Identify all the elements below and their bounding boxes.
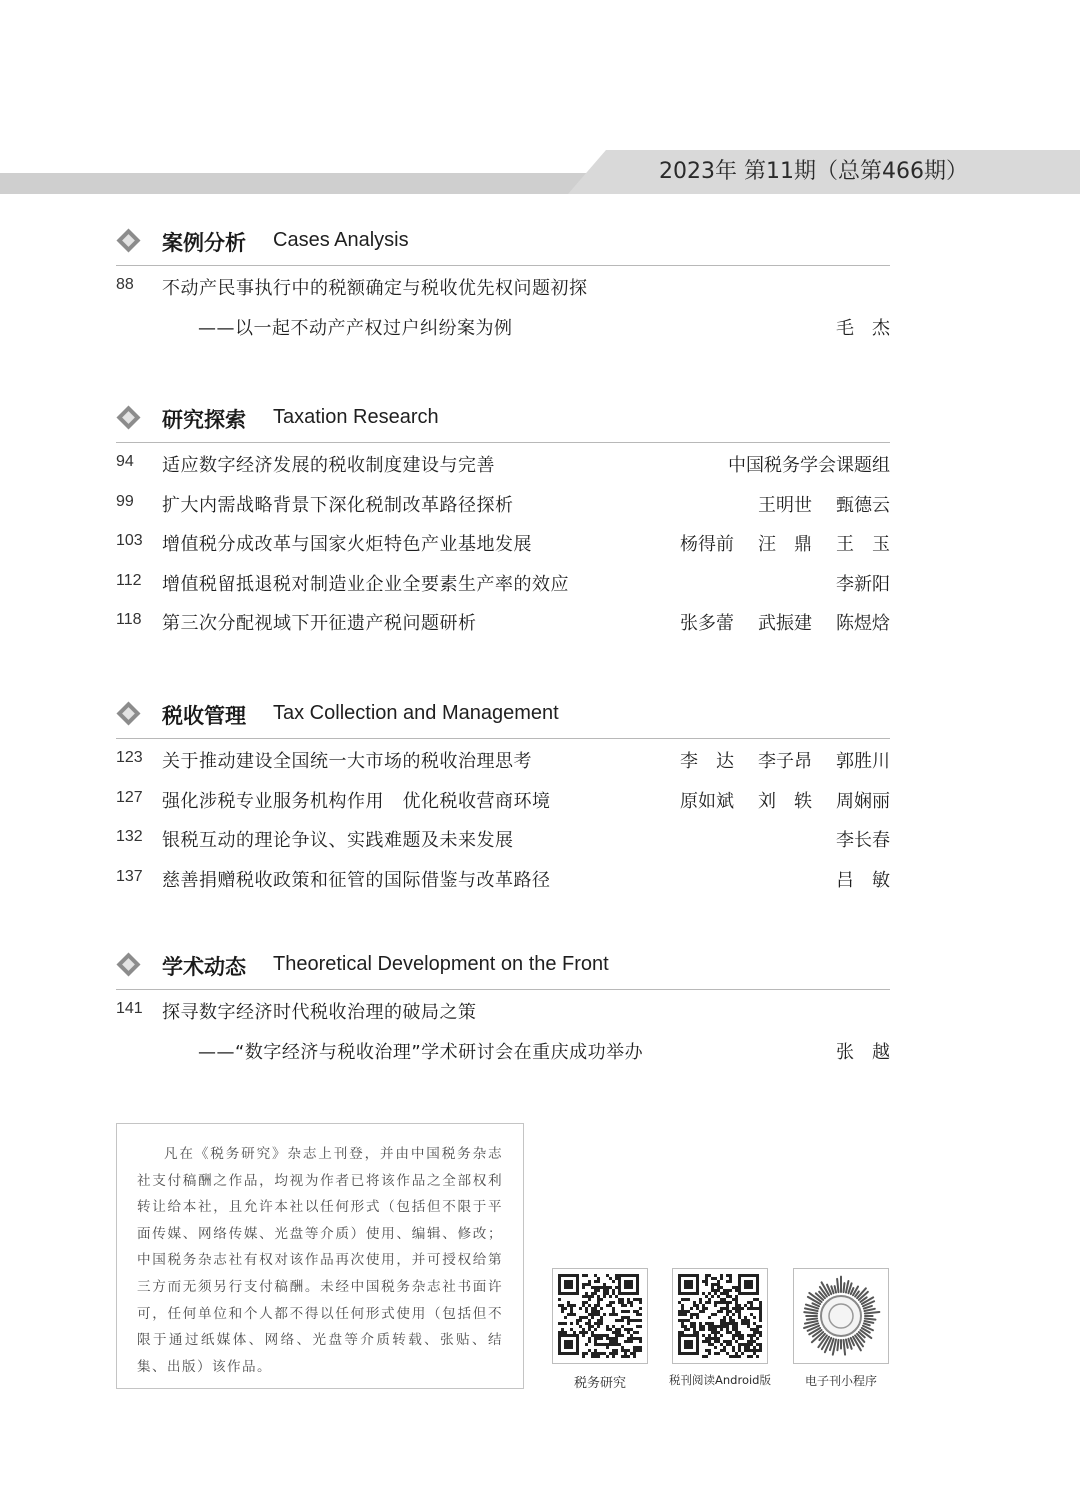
article-title: 慈善捐赠税收政策和征管的国际借鉴与改革路径	[162, 869, 551, 891]
page-number: 141	[116, 1000, 143, 1017]
toc-entry[interactable]	[116, 603, 890, 643]
toc-entry[interactable]	[116, 781, 890, 821]
article-title: 适应数字经济发展的税收制度建设与完善	[162, 455, 495, 476]
author-list	[676, 609, 890, 635]
issue-label: 2023年 第11期（总第466期）	[659, 159, 968, 184]
author-name: 甄德云	[836, 494, 890, 516]
page-number: 94	[116, 453, 134, 470]
page-number: 137	[116, 867, 143, 885]
article-title: 探寻数字经济时代税收治理的破局之策	[162, 1002, 477, 1023]
section-title-cn: 研究探索	[162, 408, 246, 432]
diamond-icon	[116, 952, 140, 976]
toc-entry[interactable]	[116, 268, 890, 308]
author-list	[676, 787, 890, 813]
section-heading	[116, 400, 890, 443]
article-title: 增值税留抵退税对制造业企业全要素生产率的效应	[162, 573, 569, 595]
qr-label: 税务研究	[573, 1376, 626, 1391]
section-heading	[116, 696, 890, 739]
author-list	[832, 826, 890, 852]
article-title: 不动产民事执行中的税额确定与税收优先权问题初探	[162, 278, 588, 299]
author-list	[728, 451, 890, 477]
qr-label: 电子刊小程序	[804, 1374, 877, 1388]
author-name: 杨得前	[680, 534, 734, 556]
page-number: 127	[116, 788, 143, 806]
toc-section	[116, 400, 890, 643]
page-number: 88	[116, 276, 134, 293]
diamond-icon	[116, 701, 140, 725]
section-heading	[116, 223, 890, 266]
toc-entry[interactable]	[116, 564, 890, 604]
page-number: 123	[116, 749, 143, 766]
diamond-icon	[116, 405, 140, 429]
page-number: 112	[116, 571, 142, 589]
toc-entry[interactable]	[116, 485, 890, 525]
section-title-en: Theoretical Development on the Front	[273, 953, 609, 975]
author-name: 王 玉	[836, 534, 890, 556]
author-name: 汪 鼎	[758, 534, 812, 556]
article-subtitle: ——以一起不动产产权过户纠纷案为例	[198, 317, 513, 339]
author-name: 毛 杰	[836, 317, 890, 339]
author-name: 吕 敏	[836, 869, 890, 891]
author-name: 王明世	[758, 494, 812, 516]
author-name: 李 达	[680, 751, 734, 772]
author-name: 陈煜焓	[836, 613, 890, 635]
article-title: 关于推动建设全国统一大市场的税收治理思考	[162, 751, 532, 772]
page-number: 99	[116, 492, 134, 510]
author-name: 武振建	[758, 613, 812, 635]
toc-entry[interactable]	[116, 741, 890, 781]
toc-section	[116, 223, 890, 347]
section-title-cn: 案例分析	[162, 231, 246, 255]
author-name: 郭胜川	[836, 751, 890, 772]
toc-entry[interactable]	[116, 308, 890, 348]
author-list	[676, 530, 890, 556]
qr-code-icon[interactable]	[672, 1268, 768, 1364]
section-title-cn: 税收管理	[162, 704, 246, 728]
toc-entry[interactable]	[116, 445, 890, 485]
article-subtitle: ——“数字经济与税收治理”学术研讨会在重庆成功举办	[198, 1041, 644, 1063]
section-heading	[116, 947, 890, 990]
author-name: 李子昂	[758, 751, 812, 772]
article-title: 增值税分成改革与国家火炬特色产业基地发展	[162, 534, 532, 556]
author-list	[754, 491, 890, 517]
author-name: 李长春	[836, 830, 890, 852]
section-title-en: Tax Collection and Management	[273, 702, 559, 724]
page-number: 132	[116, 828, 143, 846]
toc-entry[interactable]	[116, 820, 890, 860]
article-title: 强化涉税专业服务机构作用 优化税收营商环境	[162, 790, 551, 812]
author-name: 中国税务学会课题组	[728, 455, 890, 476]
section-title-cn: 学术动态	[162, 955, 246, 979]
author-name: 李新阳	[836, 573, 890, 595]
author-list	[832, 1038, 890, 1064]
mini-program-code-icon[interactable]	[793, 1268, 889, 1364]
article-title: 银税互动的理论争议、实践难题及未来发展	[162, 830, 514, 852]
author-list	[832, 314, 890, 340]
author-name: 周娴丽	[836, 790, 890, 812]
article-title: 扩大内需战略背景下深化税制改革路径探析	[162, 494, 514, 516]
toc-entry[interactable]	[116, 992, 890, 1032]
toc-section	[116, 696, 890, 899]
page-number: 103	[116, 532, 143, 550]
article-title: 第三次分配视域下开征遗产税问题研析	[162, 613, 477, 635]
notice-text: 凡在《税务研究》杂志上刊登，并由中国税务杂志社支付稿酬之作品，均视为作者已将该作品之全部权利转让给本社，且允许本社以任何形式（包括但不限于平面传媒、网络传媒、光盘等介质）使用、编辑、修改；中国税务杂志社有权对该作品再次使用，并可授权给第三方而无须另行支付稿酬。未经中国税务杂志社书面许可，任何单位和个人都不得以任何形式使用（包括但不限于通过纸媒体、网络、光盘等介质转载、张贴、结集、出版）该作品。	[137, 1146, 503, 1375]
qr-label: 税刊阅读Android版	[669, 1373, 771, 1387]
author-name: 张多蕾	[680, 613, 734, 635]
qr-code-icon[interactable]	[552, 1268, 648, 1364]
author-list	[832, 866, 890, 892]
author-list	[676, 747, 890, 773]
copyright-notice	[116, 1123, 524, 1389]
toc-entry[interactable]	[116, 524, 890, 564]
author-name: 原如斌	[680, 790, 734, 812]
section-title-en: Cases Analysis	[273, 229, 409, 251]
diamond-icon	[116, 228, 140, 252]
toc-entry[interactable]	[116, 860, 890, 900]
section-title-en: Taxation Research	[273, 406, 439, 428]
author-name: 刘 轶	[758, 790, 812, 812]
author-list	[832, 570, 890, 596]
toc-entry[interactable]	[116, 1032, 890, 1072]
author-name: 张 越	[836, 1041, 890, 1063]
toc-section	[116, 947, 890, 1071]
page-number: 118	[116, 611, 142, 629]
